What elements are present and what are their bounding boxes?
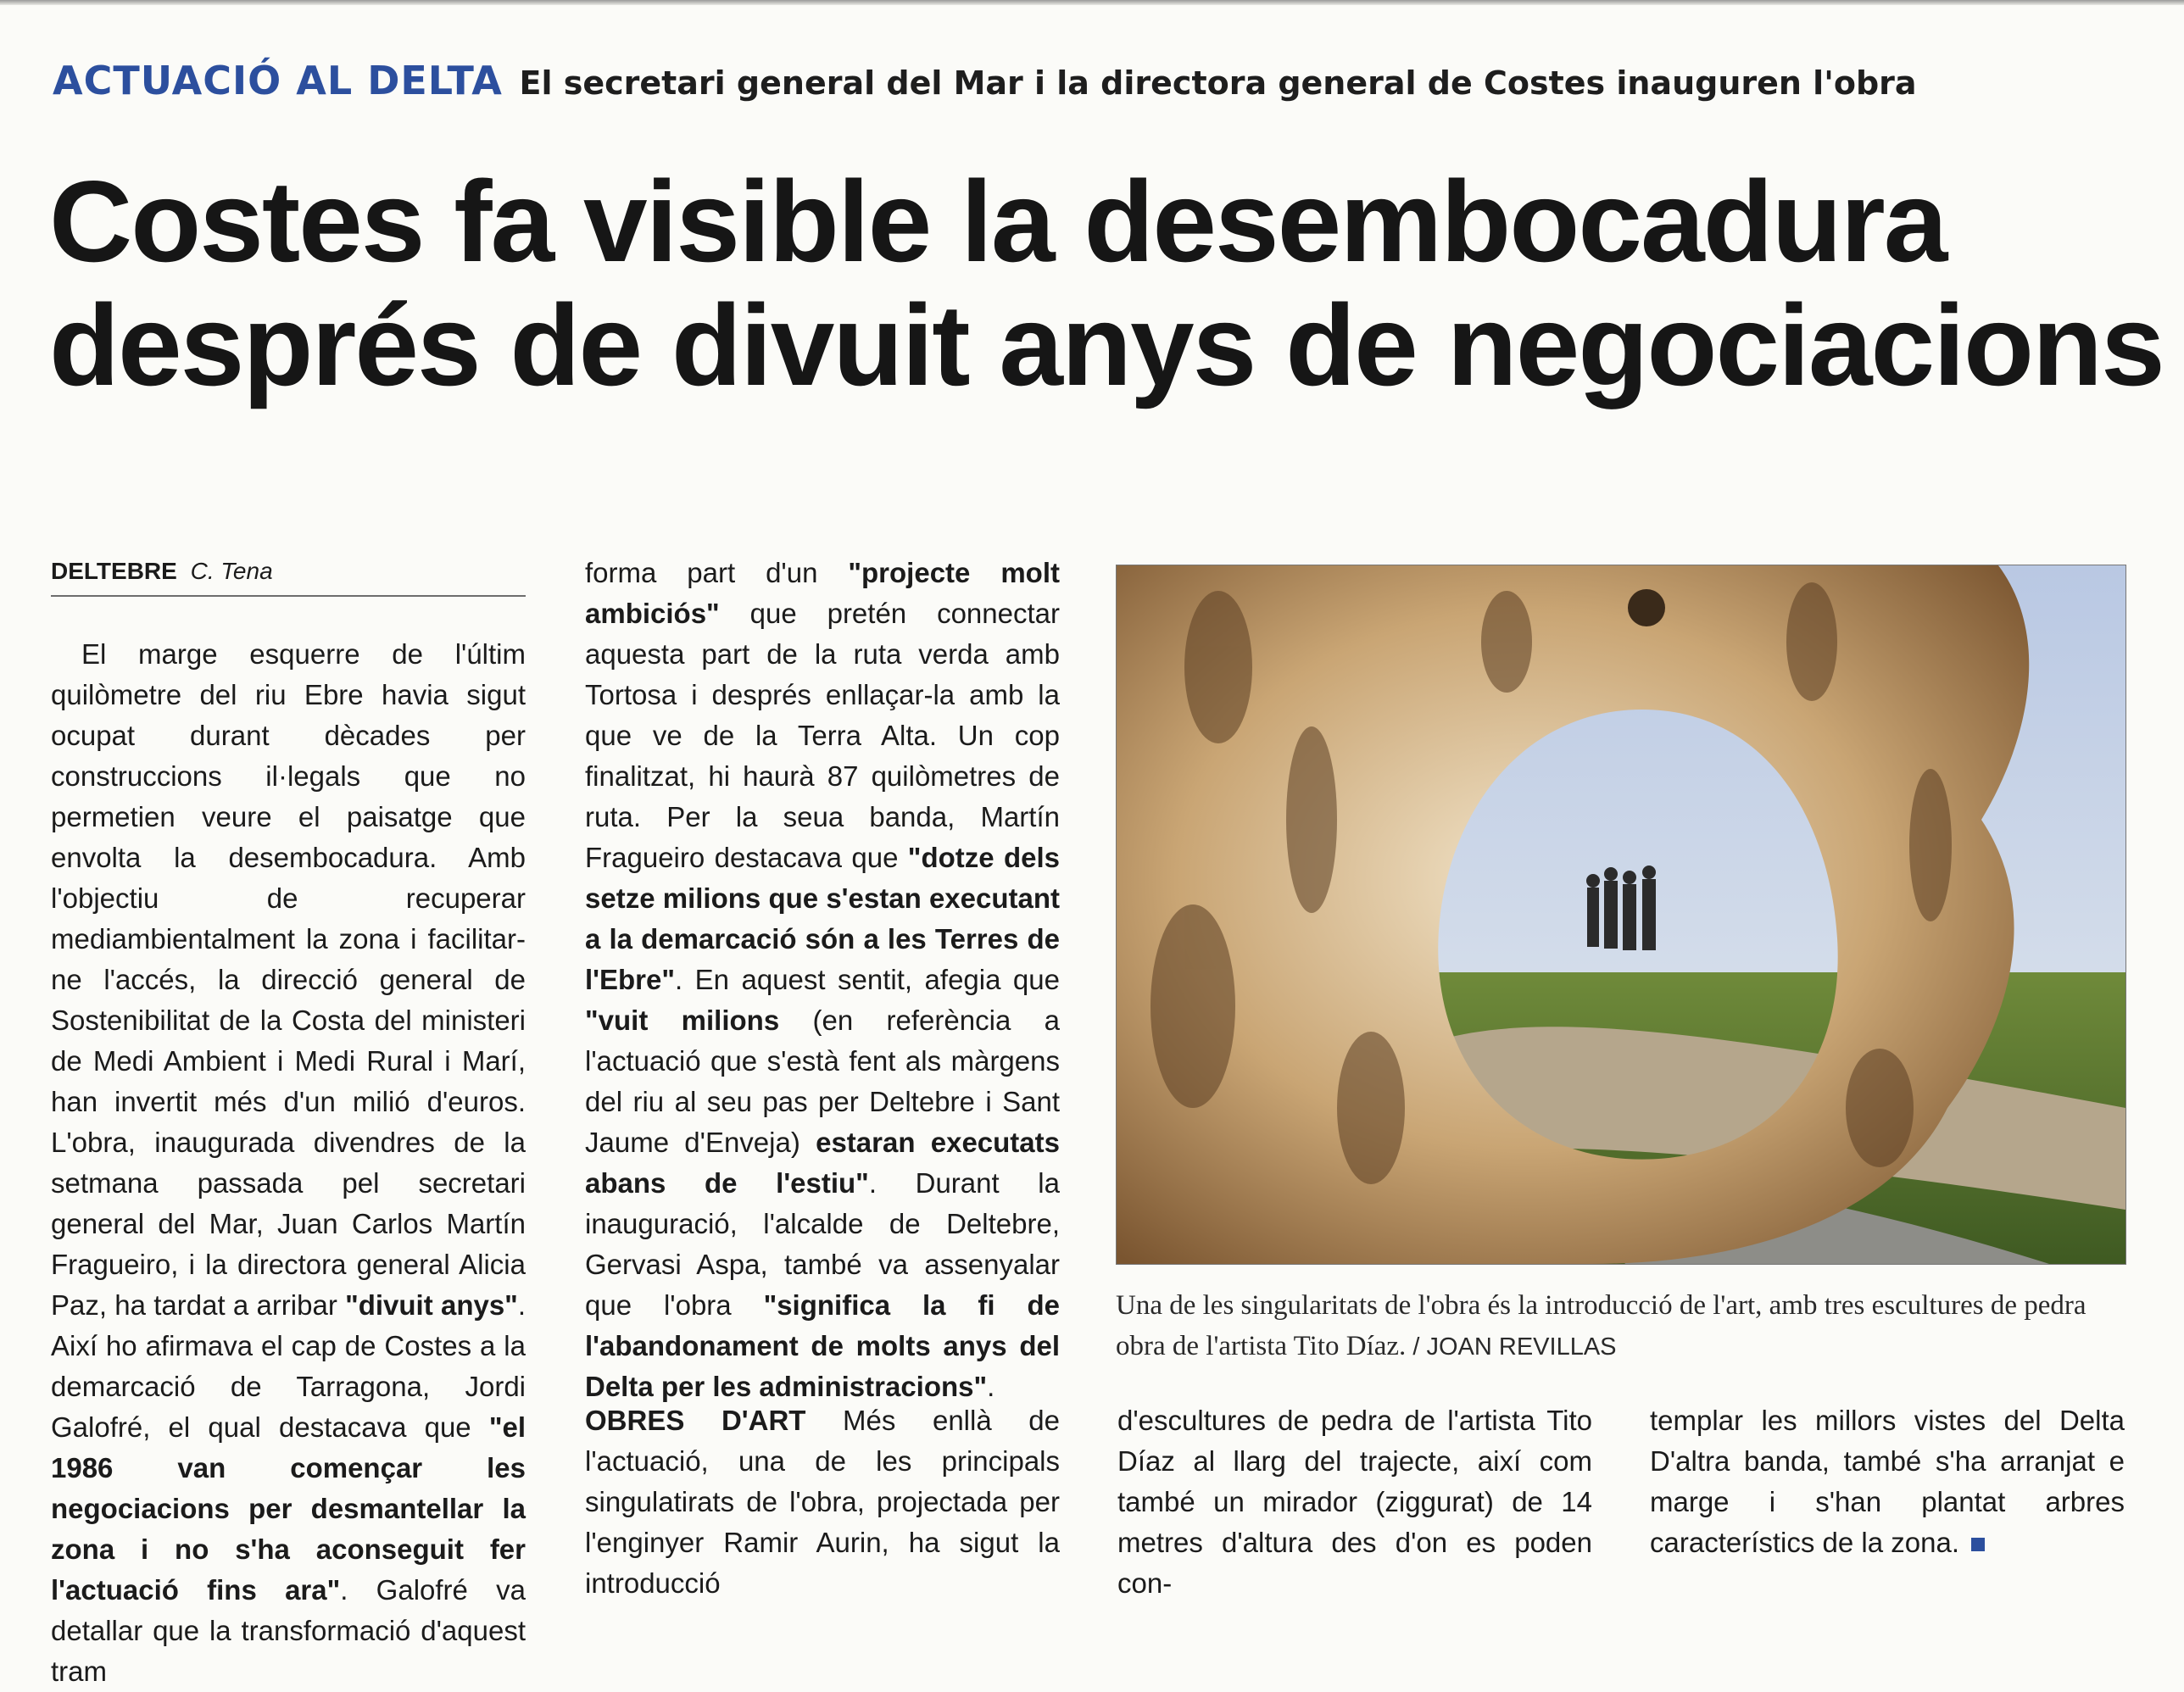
quote: "divuit anys" [345,1289,518,1321]
paragraph [1650,1400,2125,1563]
text-run: . Durant la inauguració, l'alcalde de Deltebre, Gervasi Aspa, també va assenyalar que l'obra [585,1167,1060,1321]
paragraph [585,553,1060,1407]
headline [49,157,2164,409]
byline-author: C. Tena [190,558,273,584]
paragraph [51,634,526,1692]
text-run: . [987,1371,995,1402]
quote: "significa la fi de l'abandonament de molts anys del Delta per les administracions" [585,1289,1060,1402]
sculpture-photo-illustration [1117,565,2126,1264]
text-run: (en referència a l'actuació que s'està fent als màrgens del riu al seu pas per Deltebre i Sant Jaume d'Enveja) [585,1005,1060,1158]
byline-place: DELTEBRE [51,558,177,584]
headline-line-1: Costes fa visible la desembocadura [49,157,1947,286]
text-run: . Galofré va detallar que la transformació d'aquest tram [51,1574,526,1687]
quote: estaran executats abans de l'estiu" [585,1127,1060,1199]
article-column-2 [585,553,1060,1407]
photo-credit: / JOAN REVILLAS [1406,1333,1617,1361]
article-column-3 [1117,1400,1592,1604]
text-run: templar les millors vistes del Delta D'altra banda, també s'ha arranjat e marge i s'han plantat arbres característics de la zona. [1650,1405,2125,1558]
paragraph [1117,1400,1592,1604]
paragraph [585,1400,1060,1604]
photo-caption [1116,1285,2125,1367]
article-column-1 [51,634,526,1692]
kicker [53,58,1917,103]
text-run: que pretén connectar aquesta part de la ruta verda amb Tortosa i després enllaçar-la amb la que ve de la Terra Alta. Un cop finalitzat, hi haurà 87 quilòmetres de ruta. Per la seua banda, Martín Fragueiro destacava que [585,598,1060,873]
article-column-2-bottom [585,1400,1060,1604]
text-run: . En aquest sentit, afegia que [675,964,1060,995]
sculpture-hole [1628,589,1665,626]
text-run: d'escultures de pedra de l'artista Tito Díaz al llarg del trajecte, així com també un mirador (ziggurat) de 14 metres d'altura des d'on es poden con- [1117,1405,1592,1599]
subhead: OBRES D'ART [585,1405,806,1436]
quote: "projecte molt ambiciós" [585,557,1060,629]
section-label: ACTUACIÓ AL DELTA [53,58,503,103]
byline [51,558,526,597]
page-top-edge [0,0,2184,5]
article-column-4 [1650,1400,2125,1563]
quote: "el 1986 van començar les negociacions per desmantellar la zona i no s'ha aconseguit fer l'actuació fins ara" [51,1411,526,1606]
text-run: forma part d'un [585,557,849,588]
quote: "vuit milions [585,1005,780,1036]
kicker-subtitle: El secretari general del Mar i la directora general de Costes inauguren l'obra [519,64,1917,102]
text-run: El marge esquerre de l'últim quilòmetre del riu Ebre havia sigut ocupat durant dècades per construccions il·legals que no permetien veure el paisatge que envolta la desembocadura. Amb l'objectiu de recuperar mediambientalment la zona i facilitar-ne l'accés, la direcció general de Sostenibilitat de la Costa del ministeri de Medi Ambient i Medi Rural i Marí, han invertit més d'un milió d'euros. L'obra, inaugurada divendres de la setmana passada pel secretari general del Mar, Juan Carlos Martín Fragueiro, i la directora general Alicia Paz, ha tardat a arribar [51,638,526,1321]
end-of-article-mark [1971,1538,1985,1551]
quote: "dotze dels setze milions que s'estan executant a la demarcació són a les Terres de l'Ebre" [585,842,1060,995]
caption-text: Una de les singularitats de l'obra és la introducció de l'art, amb tres escultures de pedra obra de l'artista Tito Díaz. [1116,1290,2086,1361]
headline-line-2: després de divuit anys de negociacions [49,281,2164,409]
text-run: . Així ho afirmava el cap de Costes a la demarcació de Tarragona, Jordi Galofré, el qual destacava que [51,1289,526,1443]
article-photo [1116,565,2126,1265]
text-run: Més enllà de l'actuació, una de les principals singulatirats de l'obra, projectada per l'enginyer Ramir Aurin, ha sigut la introducció [585,1405,1060,1599]
